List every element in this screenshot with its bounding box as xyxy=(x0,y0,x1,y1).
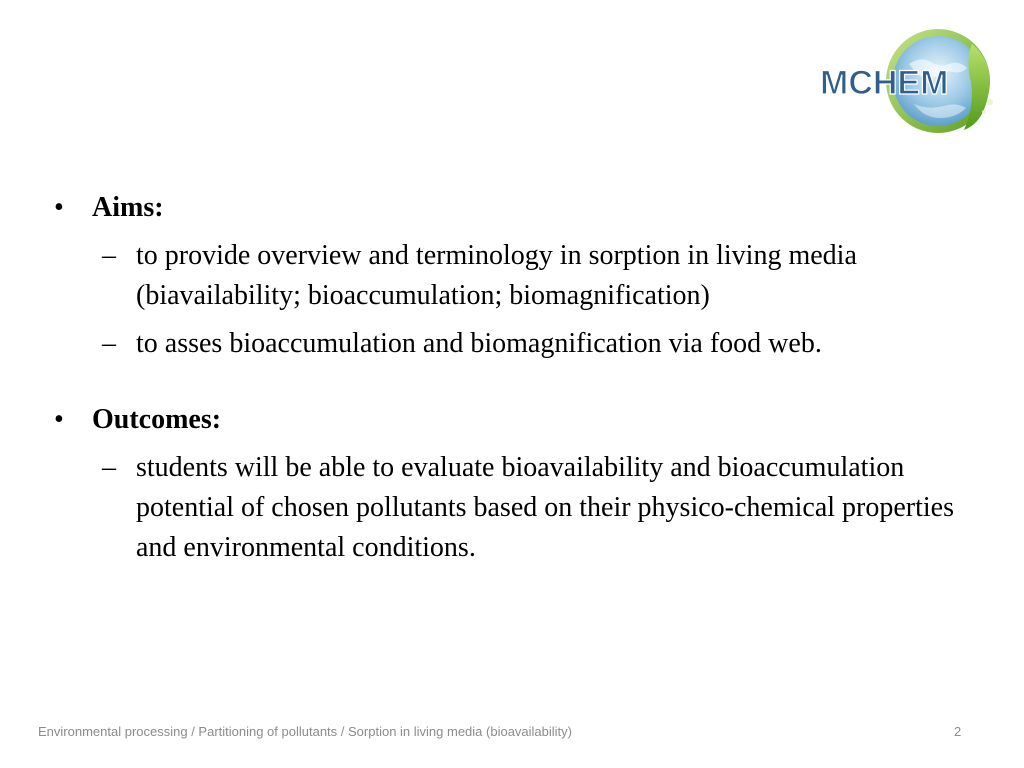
outcomes-bullet xyxy=(54,400,954,440)
page-number: 2 xyxy=(954,724,962,739)
bullet-glyph: • xyxy=(54,192,64,223)
aims-section xyxy=(54,188,954,364)
bullet-glyph: • xyxy=(54,404,64,435)
aims-heading: Aims: xyxy=(92,192,164,223)
aims-item-1-text: to provide overview and terminology in sorption in living media (biavailability; bioaccumulation; biomagnification) xyxy=(136,240,857,311)
aims-item-2 xyxy=(102,324,954,364)
dash-glyph: – xyxy=(102,328,116,359)
dash-glyph: – xyxy=(102,240,116,271)
mchem-logo xyxy=(814,24,1004,138)
outcomes-item-1-text: students will be able to evaluate bioavailability and bioaccumulation potential of chosen pollutants based on their physico-chemical properties and environmental conditions. xyxy=(136,452,954,563)
outcomes-item-1 xyxy=(102,448,954,568)
aims-bullet xyxy=(54,188,954,228)
dash-glyph: – xyxy=(102,452,116,483)
mchem-logo-graphic xyxy=(814,24,1004,138)
outcomes-section xyxy=(54,400,954,568)
logo-wordmark: MCHEM xyxy=(820,64,949,102)
slide-footer: Environmental processing / Partitioning of pollutants / Sorption in living media (bioavailability) xyxy=(38,724,572,739)
aims-item-1 xyxy=(102,236,954,316)
slide-content xyxy=(54,188,954,604)
aims-item-2-text: to asses bioaccumulation and biomagnification via food web. xyxy=(136,328,822,359)
outcomes-heading: Outcomes: xyxy=(92,404,222,435)
